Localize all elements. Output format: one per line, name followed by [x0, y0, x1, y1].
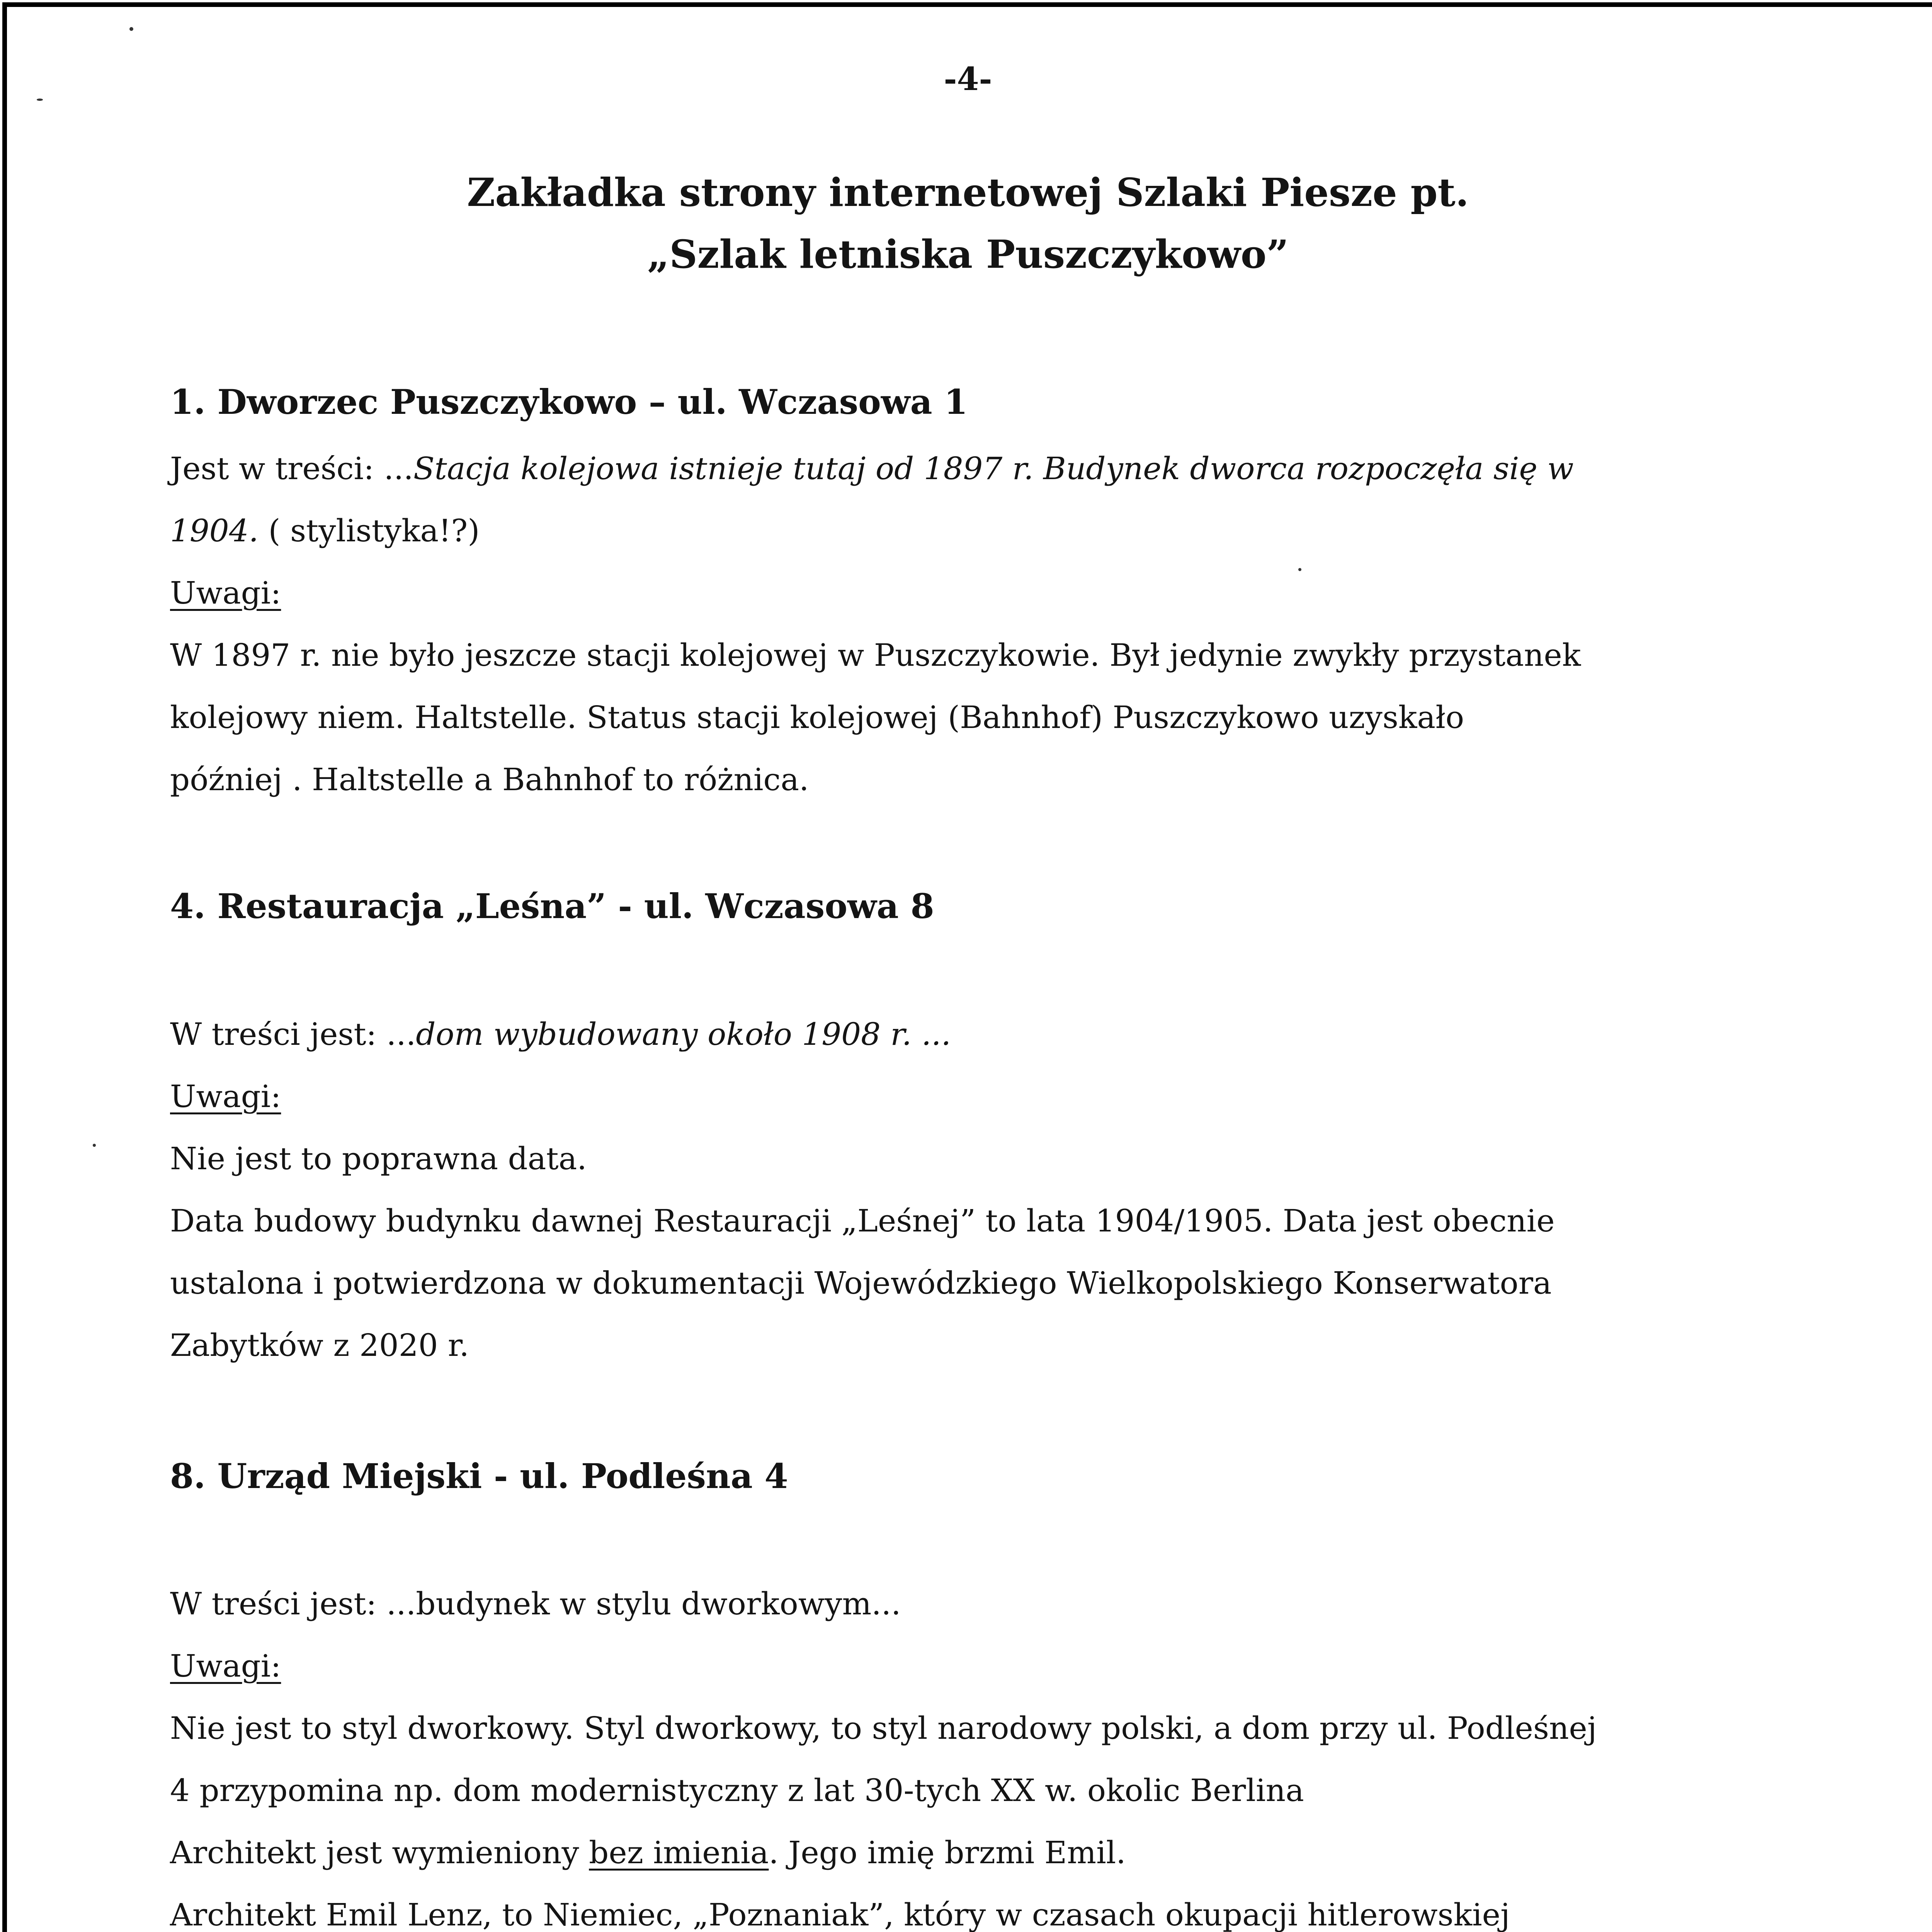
content-quote: Stacja kolejowa istnieje tutaj od 1897 r. Budynek dworca rozpoczęła się w — [413, 451, 1574, 486]
title-line-1: Zakładka strony internetowej Szlaki Piesze pt. — [467, 170, 1469, 215]
scan-speck — [37, 99, 43, 101]
section-8-text-line: Nie jest to styl dworkowy. Styl dworkowy, to styl narodowy polski, a dom przy ul. Podleśnej — [170, 1710, 1597, 1746]
uwagi-label: Uwagi: — [170, 1078, 281, 1114]
section-1-body — [170, 437, 1716, 811]
section-1-content-line — [170, 437, 1716, 500]
architect-underlined: bez imienia — [589, 1835, 769, 1871]
section-4-text-line: Zabytków z 2020 r. — [170, 1327, 469, 1363]
uwagi-label: Uwagi: — [170, 575, 281, 611]
page-number: -4- — [944, 61, 992, 98]
title-line-2: „Szlak letniska Puszczykowo” — [647, 231, 1289, 277]
section-8-text-line: 4 przypomina np. dom modernistyczny z lat 30-tych XX w. okolic Berlina — [170, 1772, 1304, 1808]
section-4-text-line: ustalona i potwierdzona w dokumentacji Wojewódzkiego Wielkopolskiego Konserwatora — [170, 1265, 1552, 1301]
section-8-content-line: W treści jest: ...budynek w stylu dworkowym... — [170, 1586, 901, 1622]
uwagi-label: Uwagi: — [170, 1648, 281, 1684]
section-4-content-line — [170, 1003, 1716, 1065]
architect-prefix: Architekt jest wymieniony — [170, 1835, 589, 1871]
content-quote: 1904. — [170, 513, 259, 549]
section-8-architect-line — [170, 1821, 1716, 1884]
section-4-body — [170, 1003, 1716, 1376]
section-8-text-line: Architekt Emil Lenz, to Niemiec, „Poznaniak”, który w czasach okupacji hitlerowskiej — [170, 1897, 1510, 1932]
section-4-text-line: Data budowy budynku dawnej Restauracji „Leśnej” to lata 1904/1905. Data jest obecnie — [170, 1203, 1555, 1239]
scan-speck — [93, 1144, 96, 1147]
content-suffix: ( stylistyka!?) — [259, 513, 480, 549]
section-4-heading: 4. Restauracja „Leśna” - ul. Wczasowa 8 — [170, 886, 934, 926]
document-title — [0, 162, 1932, 285]
section-4-text-line: Nie jest to poprawna data. — [170, 1141, 587, 1177]
section-1-text-line: później . Haltstelle a Bahnhof to różnica. — [170, 762, 809, 798]
section-1-content-line — [170, 500, 1716, 562]
content-prefix: W treści jest: ... — [170, 1016, 416, 1052]
section-8-body — [170, 1573, 1716, 1932]
section-1-heading: 1. Dworzec Puszczykowo – ul. Wczasowa 1 — [170, 382, 968, 422]
section-8-heading: 8. Urząd Miejski - ul. Podleśna 4 — [170, 1456, 788, 1496]
content-quote: dom wybudowany około 1908 r. ... — [416, 1016, 951, 1052]
architect-suffix: . Jego imię brzmi Emil. — [769, 1835, 1126, 1871]
scan-speck — [129, 27, 133, 31]
section-1-text-line: W 1897 r. nie było jeszcze stacji kolejowej w Puszczykowie. Był jedynie zwykły przystanek — [170, 637, 1581, 673]
section-1-text-line: kolejowy niem. Haltstelle. Status stacji kolejowej (Bahnhof) Puszczykowo uzyskało — [170, 699, 1464, 735]
content-prefix: Jest w treści: ... — [170, 451, 413, 486]
